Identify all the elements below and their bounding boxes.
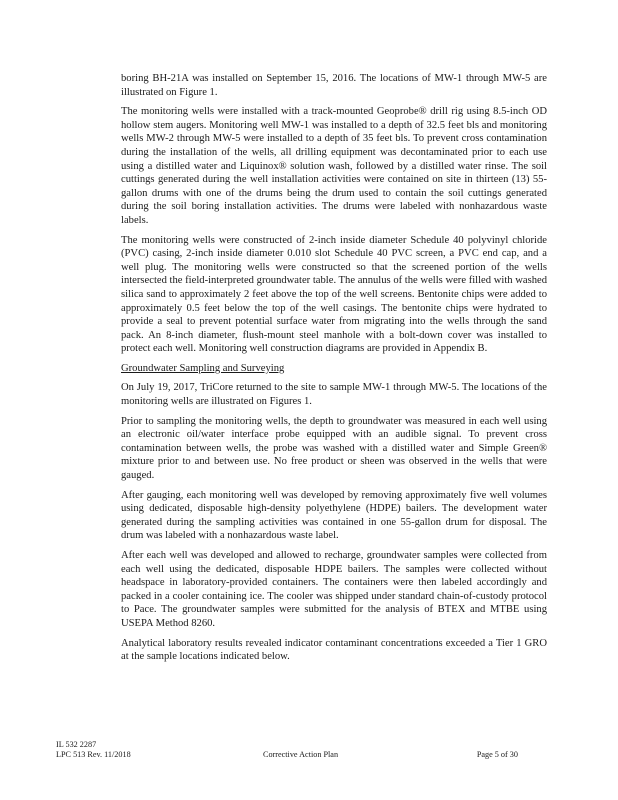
paragraph-gauging: Prior to sampling the monitoring wells, the depth to groundwater was measured in each well using an electronic oil/water interface probe equipped with an audible signal. To prevent cross contamination between wells, the probe was washed with a distilled water and Simple Green® mixture prior to and between use. No free product or sheen was observed in the wells that were gauged. [121, 415, 547, 482]
footer-document-title: Corrective Action Plan [263, 750, 339, 759]
paragraph-analytical-results: Analytical laboratory results revealed indicator contaminant concentrations exceeded a Tier 1 GRO at the sample locations indicated below. [121, 637, 547, 663]
footer-id: IL 532 2287 [56, 740, 97, 749]
page-footer [56, 740, 518, 760]
paragraph-development: After gauging, each monitoring well was developed by removing approximately five well volumes using dedicated, disposable high-density polyethylene (HDPE) bailers. The development water generated during the sampling activities was contained in one 55-gallon drum for disposal. The drum was labeled with a nonhazardous waste label. [121, 489, 547, 542]
footer-page-number: Page 5 of 30 [476, 750, 518, 759]
paragraph-boring-installation: boring BH-21A was installed on September 15, 2016. The locations of MW-1 through MW-5 are illustrated on Figure 1. [121, 73, 547, 98]
paragraph-sampling-date: On July 19, 2017, TriCore returned to the site to sample MW-1 through MW-5. The locations of the monitoring wells are illustrated on Figures 1. [121, 382, 547, 408]
paragraph-sample-collection: After each well was developed and allowed to recharge, groundwater samples were collected from each well using the dedicated, disposable HDPE bailers. The samples were collected without headspace in laboratory-provided containers. The containers were then labeled accordingly and packed in a cooler containing ice. The cooler was shipped under standard chain-of-custody protocol to Pace. The groundwater samples were submitted for the analysis of BTEX and MTBE using USEPA Method 8260. [121, 550, 547, 629]
section-heading: Groundwater Sampling and Surveying [121, 362, 285, 374]
paragraph-well-construction: The monitoring wells were constructed of 2-inch inside diameter Schedule 40 polyvinyl chloride (PVC) casing, 2-inch inside diameter 0.010 slot Schedule 40 PVC screen, a PVC end cap, and a well plug. The monitoring wells were constructed so that the screened portion of the wells intersected the field-interpreted groundwater table. The annulus of the wells were filled with washed silica sand to approximately 2 feet above the top of the well screens. Bentonite chips were added to approximately 0.5 feet below the top of the well casings. The bentonite chips were hydrated to provide a seal to prevent potential surface water from migrating into the wells through the sand pack. An 8-inch diameter, flush-mount steel manhole with a bolt-down cover was installed to protect each well. Monitoring well construction diagrams are provided in Appendix B. [121, 234, 547, 355]
paragraph-well-installation: The monitoring wells were installed with a track-mounted Geoprobe® drill rig using 8.5-inch OD hollow stem augers. Monitoring well MW-1 was installed to a depth of 32.5 feet bls and monitoring wells MW-2 through MW-5 were installed to a depth of 35 feet bls. To prevent cross contamination during the installation of the wells, all drilling equipment was decontaminated prior to each use using a distilled water and Liquinox® solution wash, followed by a distilled water rinse. The soil cuttings generated during the well installation activities were contained on site in thirteen (13) 55-gallon drums with one of the drums being the drum used to contain the soil cuttings generated during the soil boring installation activities. The drums were labeled with nonhazardous waste labels. [121, 106, 547, 226]
document-body [121, 72, 547, 670]
footer-form-revision: LPC 513 Rev. 11/2018 [56, 750, 131, 759]
